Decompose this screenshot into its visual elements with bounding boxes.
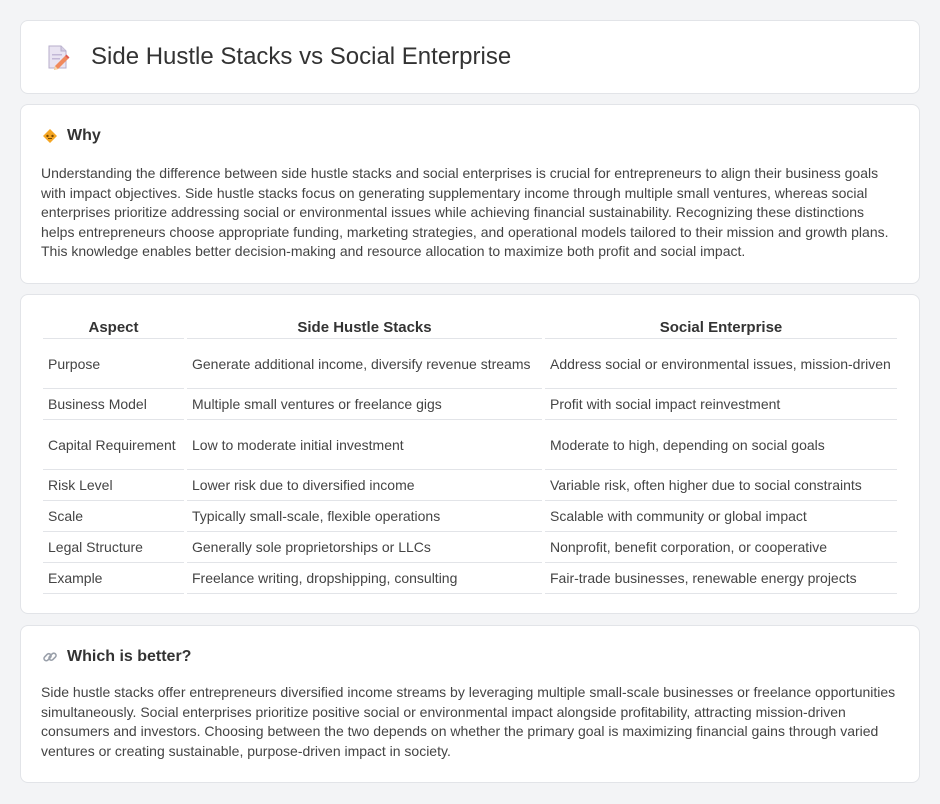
cell-aspect: Capital Requirement xyxy=(43,420,184,470)
cell-social-enterprise: Address social or environmental issues, mission-driven xyxy=(545,339,897,389)
cell-side-hustle: Typically small-scale, flexible operations xyxy=(187,501,542,532)
header-social-enterprise: Social Enterprise xyxy=(545,317,897,339)
table-row xyxy=(43,420,897,470)
link-icon xyxy=(41,648,59,666)
cell-social-enterprise: Nonprofit, benefit corporation, or cooperative xyxy=(545,532,897,563)
table-row xyxy=(43,470,897,501)
cell-side-hustle: Freelance writing, dropshipping, consulting xyxy=(187,563,542,594)
cell-side-hustle: Low to moderate initial investment xyxy=(187,420,542,470)
cell-aspect: Example xyxy=(43,563,184,594)
diamond-sign-icon xyxy=(41,127,59,145)
cell-aspect: Purpose xyxy=(43,339,184,389)
cell-aspect: Business Model xyxy=(43,389,184,420)
why-heading xyxy=(41,127,897,145)
table-row xyxy=(43,389,897,420)
table-header-row xyxy=(43,317,897,339)
cell-side-hustle: Lower risk due to diversified income xyxy=(187,470,542,501)
comparison-table xyxy=(40,317,900,594)
comparison-card xyxy=(20,294,920,614)
header-side-hustle: Side Hustle Stacks xyxy=(187,317,542,339)
cell-side-hustle: Generate additional income, diversify revenue streams xyxy=(187,339,542,389)
cell-social-enterprise: Moderate to high, depending on social goals xyxy=(545,420,897,470)
header-aspect: Aspect xyxy=(43,317,184,339)
cell-aspect: Scale xyxy=(43,501,184,532)
cell-social-enterprise: Variable risk, often higher due to social constraints xyxy=(545,470,897,501)
table-row xyxy=(43,339,897,389)
cell-aspect: Legal Structure xyxy=(43,532,184,563)
cell-side-hustle: Multiple small ventures or freelance gigs xyxy=(187,389,542,420)
better-text: Side hustle stacks offer entrepreneurs diversified income streams by leveraging multiple small-scale businesses or freelance opportunities simultaneously. Social enterprises prioritize positive social or environmental impact alongside profitability, attracting mission-driven consumers and investors. Choosing between the two depends on whether the primary goal is maximizing financial gains through varied ventures or creating sustainable, purpose-driven impact in society. xyxy=(41,684,896,759)
cell-aspect: Risk Level xyxy=(43,470,184,501)
page-title: Side Hustle Stacks vs Social Enterprise xyxy=(91,43,512,70)
better-section xyxy=(20,625,920,783)
cell-social-enterprise: Scalable with community or global impact xyxy=(545,501,897,532)
cell-social-enterprise: Profit with social impact reinvestment xyxy=(545,389,897,420)
table-row xyxy=(43,563,897,594)
cell-side-hustle: Generally sole proprietorships or LLCs xyxy=(187,532,542,563)
table-row xyxy=(43,501,897,532)
document-pencil-icon xyxy=(45,44,71,70)
why-section xyxy=(20,104,920,284)
why-title: Why xyxy=(67,127,101,144)
header-card xyxy=(20,20,920,94)
why-text: Understanding the difference between side hustle stacks and social enterprises is crucial for entrepreneurs to align their business goals with impact objectives. Side hustle stacks focus on generating supplementary income through multiple small ventures, whereas social enterprises prioritize addressing social or environmental issues while achieving financial sustainability. Recognizing these distinctions helps entrepreneurs choose appropriate funding, marketing strategies, and operational models tailored to their mission and growth plans. This knowledge enables better decision-making and resource allocation to maximize both profit and social impact. xyxy=(41,165,889,260)
table-row xyxy=(43,532,897,563)
better-heading xyxy=(41,648,897,666)
cell-social-enterprise: Fair-trade businesses, renewable energy projects xyxy=(545,563,897,594)
better-title: Which is better? xyxy=(67,648,192,665)
